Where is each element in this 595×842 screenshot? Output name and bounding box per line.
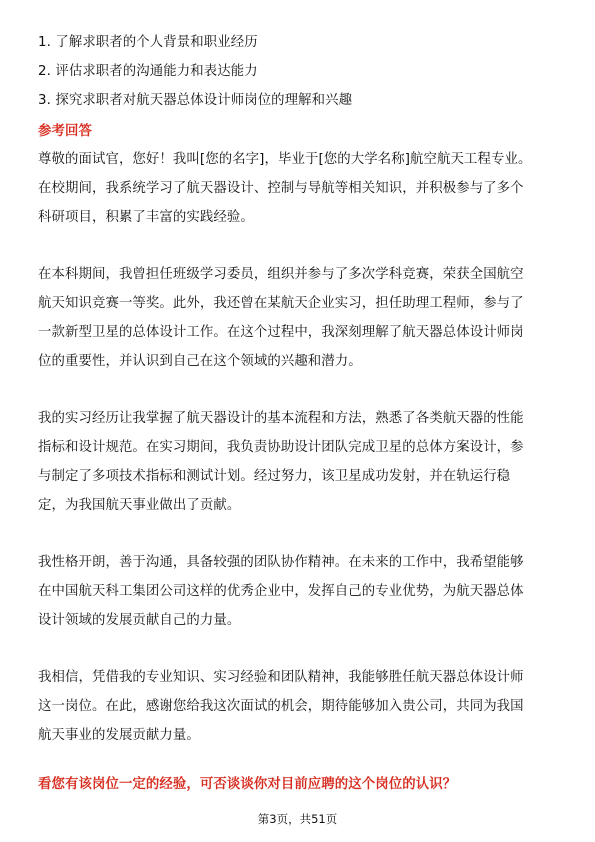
next-question: 看您有该岗位一定的经验，可否谈谈你对目前应聘的这个岗位的认识？	[38, 777, 457, 792]
answer-line: 与制定了多项技术指标和测试计划。经过努力，该卫星成功发射，并在轨运行稳	[38, 469, 511, 484]
page-number: 第3页，共51页	[257, 812, 338, 826]
answer-line: 航天事业的发展贡献力量。	[38, 728, 200, 743]
answer-line: 指标和设计规范。在实习期间，我负责协助设计团队完成卫星的总体方案设计，参	[38, 440, 524, 455]
answer-line: 在中国航天科工集团公司这样的优秀企业中，发挥自己的专业优势，为航天器总体	[38, 584, 524, 599]
answer-line: 航天知识竞赛一等奖。此外，我还曾在某航天企业实习，担任助理工程师，参与了	[38, 296, 524, 311]
answer-line: 尊敬的面试官，您好！我叫[您的名字]，毕业于[您的大学名称]航空航天工程专业。	[38, 152, 532, 167]
question-item-3: 3. 探究求职者对航天器总体设计师岗位的理解和兴趣	[38, 93, 353, 108]
answer-line: 我的实习经历让我掌握了航天器设计的基本流程和方法，熟悉了各类航天器的性能	[38, 411, 524, 426]
answer-heading: 参考回答	[38, 124, 92, 139]
question-item-2: 2. 评估求职者的沟通能力和表达能力	[38, 64, 258, 79]
answer-line: 设计领域的发展贡献自己的力量。	[38, 613, 241, 628]
answer-line: 一款新型卫星的总体设计工作。在这个过程中，我深刻理解了航天器总体设计师岗	[38, 325, 524, 340]
answer-line: 我相信，凭借我的专业知识、实习经验和团队精神，我能够胜任航天器总体设计师	[38, 670, 524, 685]
answer-line: 在本科期间，我曾担任班级学习委员，组织并参与了多次学科竞赛，荣获全国航空	[38, 267, 524, 282]
answer-line: 我性格开朗，善于沟通，具备较强的团队协作精神。在未来的工作中，我希望能够	[38, 555, 524, 570]
answer-line: 位的重要性，并认识到自己在这个领域的兴趣和潜力。	[38, 354, 362, 369]
question-item-1: 1. 了解求职者的个人背景和职业经历	[38, 35, 258, 50]
answer-line: 在校期间，我系统学习了航天器设计、控制与导航等相关知识，并积极参与了多个	[38, 181, 524, 196]
answer-line: 定，为我国航天事业做出了贡献。	[38, 498, 241, 513]
answer-line: 这一岗位。在此，感谢您给我这次面试的机会，期待能够加入贵公司，共同为我国	[38, 699, 524, 714]
answer-line: 科研项目，积累了丰富的实践经验。	[38, 210, 254, 225]
